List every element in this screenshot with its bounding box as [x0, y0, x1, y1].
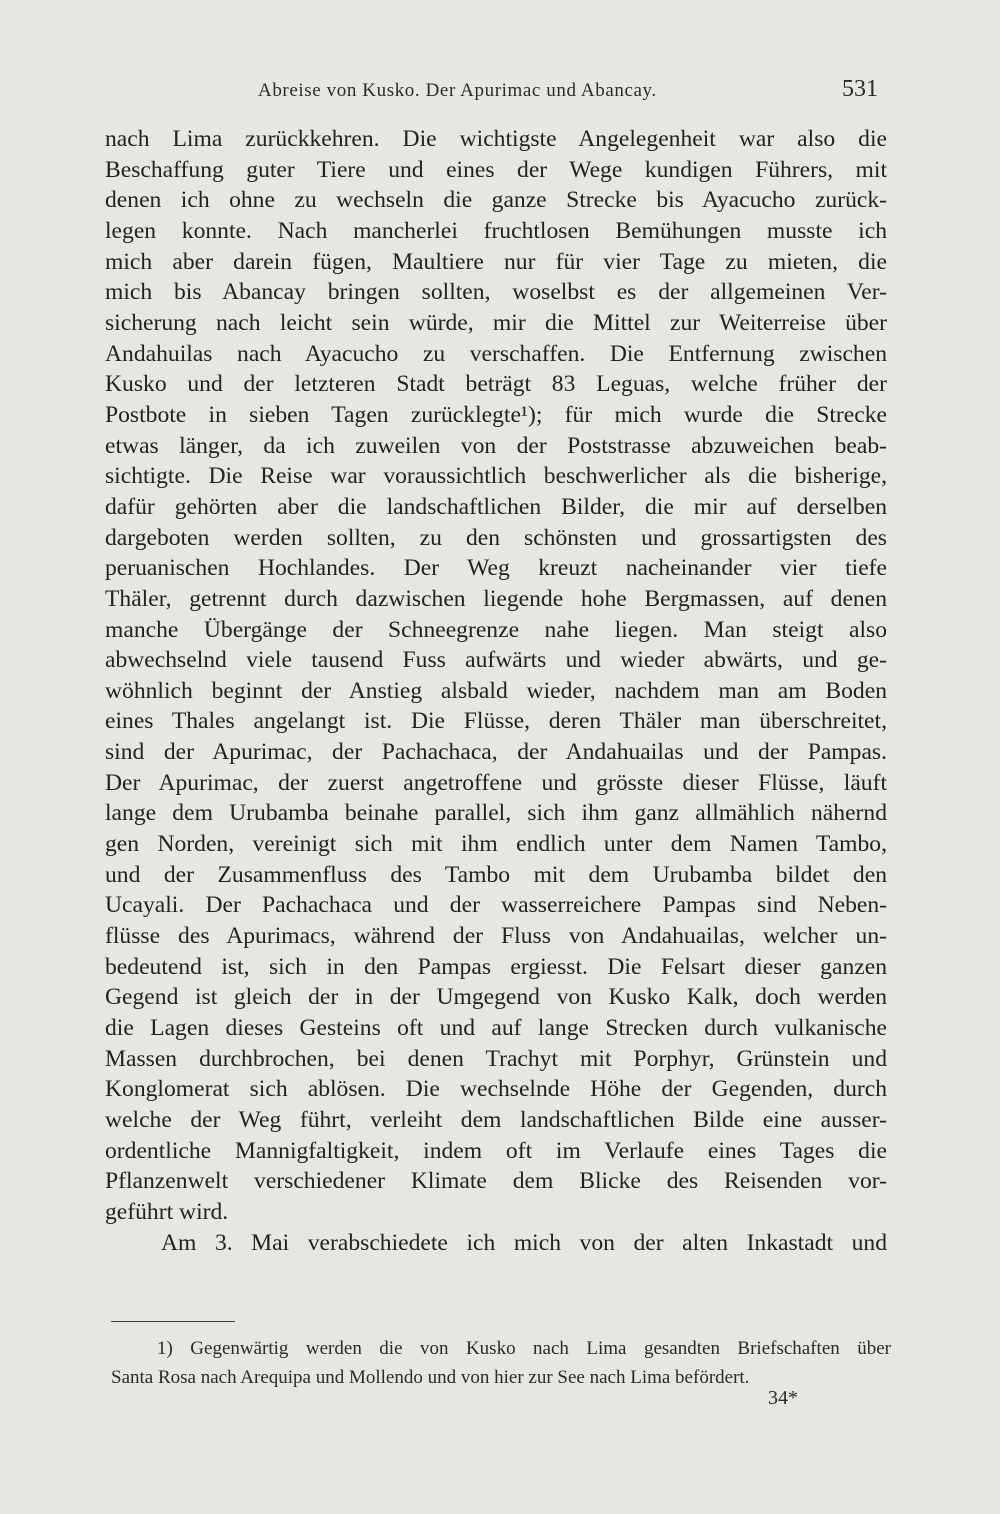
text-line: bedeutend ist, sich in den Pampas ergiesst. Die Felsart dieser ganzen — [105, 953, 887, 980]
text-line: sicherung nach leicht sein würde, mir die Mittel zur Weiterreise über — [105, 309, 887, 336]
page-header — [258, 76, 878, 106]
footnote-line: Santa Rosa nach Arequipa und Mollendo und von hier zur See nach Lima befördert. — [111, 1367, 750, 1388]
text-line: eines Thales angelangt ist. Die Flüsse, deren Thäler man überschreitet, — [105, 708, 887, 735]
text-line: welche der Weg führt, verleiht dem landschaftlichen Bilde eine ausser- — [105, 1107, 887, 1133]
text-line: Massen durchbrochen, bei denen Trachyt mit Porphyr, Grünstein und — [105, 1045, 887, 1072]
text-line: Beschaffung guter Tiere und eines der Wege kundigen Führers, mit — [105, 156, 887, 183]
text-line: wöhnlich beginnt der Anstieg alsbald wieder, nachdem man am Boden — [105, 677, 887, 704]
text-line: lange dem Urubamba beinahe parallel, sich ihm ganz allmählich nähernd — [105, 800, 887, 827]
text-line: gen Norden, vereinigt sich mit ihm endlich unter dem Namen Tambo, — [105, 831, 887, 858]
text-line: etwas länger, da ich zuweilen von der Poststrasse abzuweichen beab- — [105, 432, 887, 459]
text-line: dafür gehörten aber die landschaftlichen Bilder, die mir auf derselben — [105, 493, 887, 520]
text-line: die Lagen dieses Gesteins oft und auf lange Strecken durch vulkanische — [105, 1015, 887, 1042]
text-line: sind der Apurimac, der Pachachaca, der Andahuailas und der Pampas. — [105, 739, 887, 766]
text-line: Thäler, getrennt durch dazwischen liegende hohe Bergmassen, auf denen — [105, 585, 887, 612]
text-line: Konglomerat sich ablösen. Die wechselnde Höhe der Gegenden, durch — [105, 1076, 887, 1103]
text-line: legen konnte. Nach mancherlei fruchtlosen Bemühungen musste ich — [105, 217, 887, 244]
text-line: dargeboten werden sollten, zu den schönsten und grossartigsten des — [105, 524, 887, 551]
page-number: 531 — [842, 76, 878, 102]
text-line: abwechselnd viele tausend Fuss aufwärts und wieder abwärts, und ge- — [105, 647, 887, 674]
text-line: und der Zusammenfluss des Tambo mit dem Urubamba bildet den — [105, 861, 887, 888]
text-line: Kusko und der letzteren Stadt beträgt 83 Leguas, welche früher der — [105, 371, 887, 398]
text-line: nach Lima zurückkehren. Die wichtigste Angelegenheit war also die — [105, 126, 887, 152]
running-head: Abreise von Kusko. Der Apurimac und Abancay. — [258, 80, 657, 101]
text-line: Ucayali. Der Pachachaca und der wasserreichere Pampas sind Neben- — [105, 892, 887, 919]
text-line: geführt wird. — [105, 1198, 229, 1225]
text-line: Andahuilas nach Ayacucho zu verschaffen. Die Entfernung zwischen — [105, 340, 887, 367]
footnotes — [111, 1334, 891, 1392]
text-line: ordentliche Mannigfaltigkeit, indem oft im Verlaufe eines Tages die — [105, 1137, 887, 1164]
text-line: mich aber darein fügen, Maultiere nur für vier Tage zu mieten, die — [105, 248, 887, 275]
text-line: sichtigte. Die Reise war voraussichtlich beschwerlicher als die bisherige, — [105, 463, 887, 490]
text-line: mich bis Abancay bringen sollten, woselbst es der allgemeinen Ver- — [105, 279, 887, 306]
text-line: denen ich ohne zu wechseln die ganze Strecke bis Ayacucho zurück- — [105, 187, 887, 214]
text-line: Am 3. Mai verabschiedete ich mich von der alten Inkastadt und — [161, 1229, 887, 1256]
signature-mark: 34* — [768, 1387, 798, 1409]
text-line: Postbote in sieben Tagen zurücklegte¹); für mich wurde die Strecke — [105, 401, 887, 428]
footnote-divider — [111, 1321, 235, 1322]
text-line: peruanischen Hochlandes. Der Weg kreuzt nacheinander vier tiefe — [105, 555, 887, 582]
footnote-line: 1) Gegenwärtig werden die von Kusko nach Lima gesandten Briefschaften über — [157, 1338, 891, 1359]
text-line: Der Apurimac, der zuerst angetroffene und grösste dieser Flüsse, läuft — [105, 769, 887, 796]
text-line: Gegend ist gleich der in der Umgegend von Kusko Kalk, doch werden — [105, 984, 887, 1011]
text-line: Pflanzenwelt verschiedener Klimate dem Blicke des Reisenden vor- — [105, 1168, 887, 1195]
main-text — [105, 124, 887, 1258]
text-line: manche Übergänge der Schneegrenze nahe liegen. Man steigt also — [105, 616, 887, 643]
text-line: flüsse des Apurimacs, während der Fluss von Andahuailas, welcher un- — [105, 923, 887, 950]
